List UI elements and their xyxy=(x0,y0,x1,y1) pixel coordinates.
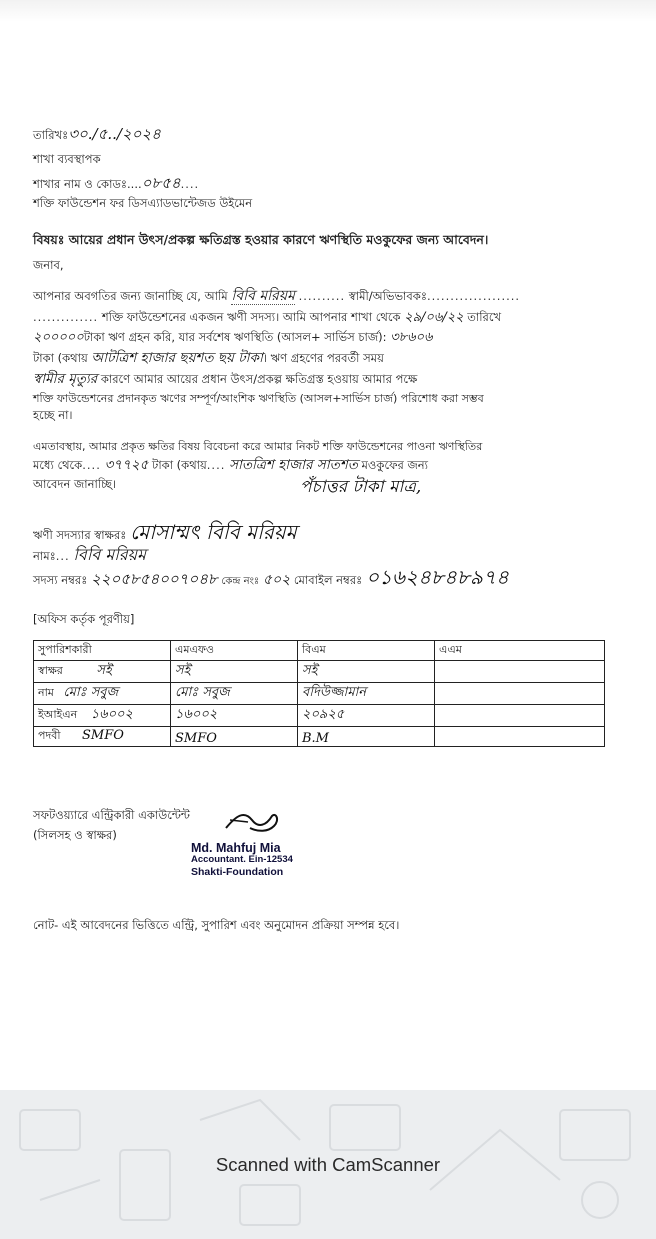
member-name-row: নামঃ... বিবি মরিয়ম xyxy=(33,545,146,564)
footnote: নোট- এই আবেদনের ভিত্তিতে এন্ট্রি, সুপারিশ এবং অনুমোদন প্রক্রিয়া সম্পন্ন হবে। xyxy=(33,918,400,932)
table-cell: ইআইএন ১৬০০২ xyxy=(34,705,171,727)
table-cell: স্বাক্ষর সই xyxy=(34,661,171,683)
table-cell: SMFO xyxy=(171,727,298,747)
table-cell: বদিউজ্জামান xyxy=(298,683,435,705)
table-row xyxy=(34,683,605,705)
office-approval-table xyxy=(33,640,605,747)
salutation: জনাব, xyxy=(33,258,64,272)
member-number: ২২০৫৮৫৪০০৭০৪৮ xyxy=(90,570,218,588)
date-value: ৩০./৫../২০২৪ xyxy=(68,125,161,143)
table-row xyxy=(34,727,605,747)
loan-date: ২৯/০৬/২২ xyxy=(404,309,464,325)
camscanner-watermark: Scanned with CamScanner xyxy=(215,1154,441,1175)
office-use-label: [অফিস কর্তৃক পূরণীয়] xyxy=(33,612,135,626)
member-signature-row: ঋণী সদস্যার স্বাক্ষরঃ মোসাম্মৎ বিবি মরিয়ম xyxy=(33,520,297,544)
table-cell: ১৬০০২ xyxy=(171,705,298,727)
date-line: তারিখঃ৩০./৫../২০২৪ xyxy=(33,125,161,143)
stamp-title: Accountant. Ein-12534 xyxy=(191,854,293,865)
table-cell: সই xyxy=(298,661,435,683)
paragraph-2-line-3: আবেদন জানাচ্ছি। xyxy=(33,476,117,491)
table-cell: মোঃ সবুজ xyxy=(171,683,298,705)
table-cell: নাম মোঃ সবুজ xyxy=(34,683,171,705)
header-am: এএম xyxy=(435,641,605,661)
member-signature: মোসাম্মৎ বিবি মরিয়ম xyxy=(130,520,297,544)
paragraph-1-line-7: হচ্ছে না। xyxy=(33,407,73,422)
stamp-name: Md. Mahfuj Mia xyxy=(191,841,281,855)
table-cell xyxy=(435,683,605,705)
header-mfo: এমএফও xyxy=(171,641,298,661)
table-cell: ২০৯২৫ xyxy=(298,705,435,727)
subject-line: বিষয়ঃ আয়ের প্রধান উৎস/প্রকল্প ক্ষতিগ্রস্ত হওয়ার কারণে ঋণস্থিতি মওকুফের জন্য আবেদন। xyxy=(33,232,489,247)
header-bm: বিএম xyxy=(298,641,435,661)
table-cell xyxy=(435,705,605,727)
table-cell xyxy=(435,661,605,683)
table-row xyxy=(34,661,605,683)
stamp-organization: Shakti-Foundation xyxy=(191,866,284,878)
paragraph-2-line-1: এমতাবস্থায়, আমার প্রকৃত ক্ষতির বিষয় বিবেচনা করে আমার নিকট শক্তি ফাউন্ডেশনের পাওনা ঋণস্থিতির xyxy=(33,440,483,453)
accountant-note: (সিলসহ ও স্বাক্ষর) xyxy=(33,828,117,842)
branch-line: শাখার নাম ও কোডঃ....০৮৫৪.... xyxy=(33,174,200,192)
waiver-words-1: সাতত্রিশ হাজার সাতশত xyxy=(229,457,358,474)
accountant-stamp xyxy=(191,842,293,878)
member-name: বিবি মরিয়ম xyxy=(73,545,146,564)
paragraph-1-line-6: শক্তি ফাউন্ডেশনের প্রদানকৃত ঋণের সম্পূর্ণ/আংশিক ঋণস্থিতি (আসল+সার্ভিস চার্জ) পরিশোধ করা সম্ভব xyxy=(33,391,484,405)
accountant-signature-mark xyxy=(222,806,284,836)
member-number-row: সদস্য নম্বরঃ ২২০৫৮৫৪০০৭০৪৮ কেন্দ্র নংঃ ৫০২ মোবাইল নম্বরঃ ০১৬২৪৮৪৮৯৭৪ xyxy=(33,565,509,589)
table-cell: পদবী SMFO xyxy=(34,727,171,747)
applicant-name: বিবি মরিয়ম xyxy=(231,288,295,304)
loan-amount: ২০০০০০ xyxy=(33,329,84,345)
scan-top-shadow xyxy=(0,0,656,22)
paragraph-2: এমতাবস্থায়, আমার প্রকৃত ক্ষতির বিষয় বিবেচনা করে আমার নিকট শক্তি ফাউন্ডেশনের পাওনা ঋণস্থিতির মধ্যে থেকে.... ৩৭৭২৫ টাকা (কথায়.... সাতত্রিশ হাজার সাতশত মওকুফের জন্য আবেদন জানাচ্ছি। xyxy=(33,438,603,494)
table-cell: B.M xyxy=(298,727,435,747)
table-cell: সই xyxy=(171,661,298,683)
branch-code: ০৮৫৪ xyxy=(141,174,181,192)
loss-reason: স্বামীর মৃত্যুর xyxy=(33,370,98,387)
table-header-row xyxy=(34,641,605,661)
table-row xyxy=(34,705,605,727)
mobile-number: ০১৬২৪৮৪৮৯৭৪ xyxy=(365,565,509,589)
paragraph-1: আপনার অবগতির জন্য জানাচ্ছি যে, আমি বিবি মরিয়ম .......... স্বামী/অভিভাবকঃ.................... .............. শক্তি ফাউন্ডেশনের একজন ঋণী সদস্য। আমি আপনার শাখা থেকে ২৯/০৬/২২ তারিখে ২০০০০০টাকা ঋণ গ্রহন করি, যার সর্বশেষ ঋণস্থিতি (আসল+ সার্ভিস চার্জ): ৩৮৬০৬ টাকা (কথায় আটত্রিশ হাজার ছয়শত ছয় টাকা। ঋণ গ্রহণের পরবর্তী সময় স্বামীর মৃত্যুর কারণে আমার আয়ের প্রধান উৎস/প্রকল্প ক্ষতিগ্রস্ত হওয়ায় আমার পক্ষে শক্তি ফাউন্ডেশনের প্রদানকৃত ঋণের সম্পূর্ণ/আংশিক ঋণস্থিতি (আসল+সার্ভিস চার্জ) পরিশোধ করা সম্ভব হচ্ছে না। xyxy=(33,286,598,425)
center-number: ৫০২ xyxy=(262,572,291,588)
recipient-line: শাখা ব্যবস্থাপক xyxy=(33,152,101,166)
balance-in-words: আটত্রিশ হাজার ছয়শত ছয় টাকা xyxy=(91,349,263,366)
table-cell xyxy=(435,727,605,747)
waiver-words-2: পঁচাত্তর টাকা মাত্র, xyxy=(300,477,422,497)
header-recommender: সুপারিশকারী xyxy=(34,641,171,661)
accountant-label: সফটওয়্যারে এন্ট্রিকারী একাউন্টেন্ট xyxy=(33,808,190,822)
organization-line: শক্তি ফাউন্ডেশন ফর ডিসএ্যাডভান্টেজড উইমেন xyxy=(33,196,253,210)
loan-balance: ৩৮৬০৬ xyxy=(390,329,433,345)
waiver-amount: ৩৭৭২৫ xyxy=(104,457,149,474)
